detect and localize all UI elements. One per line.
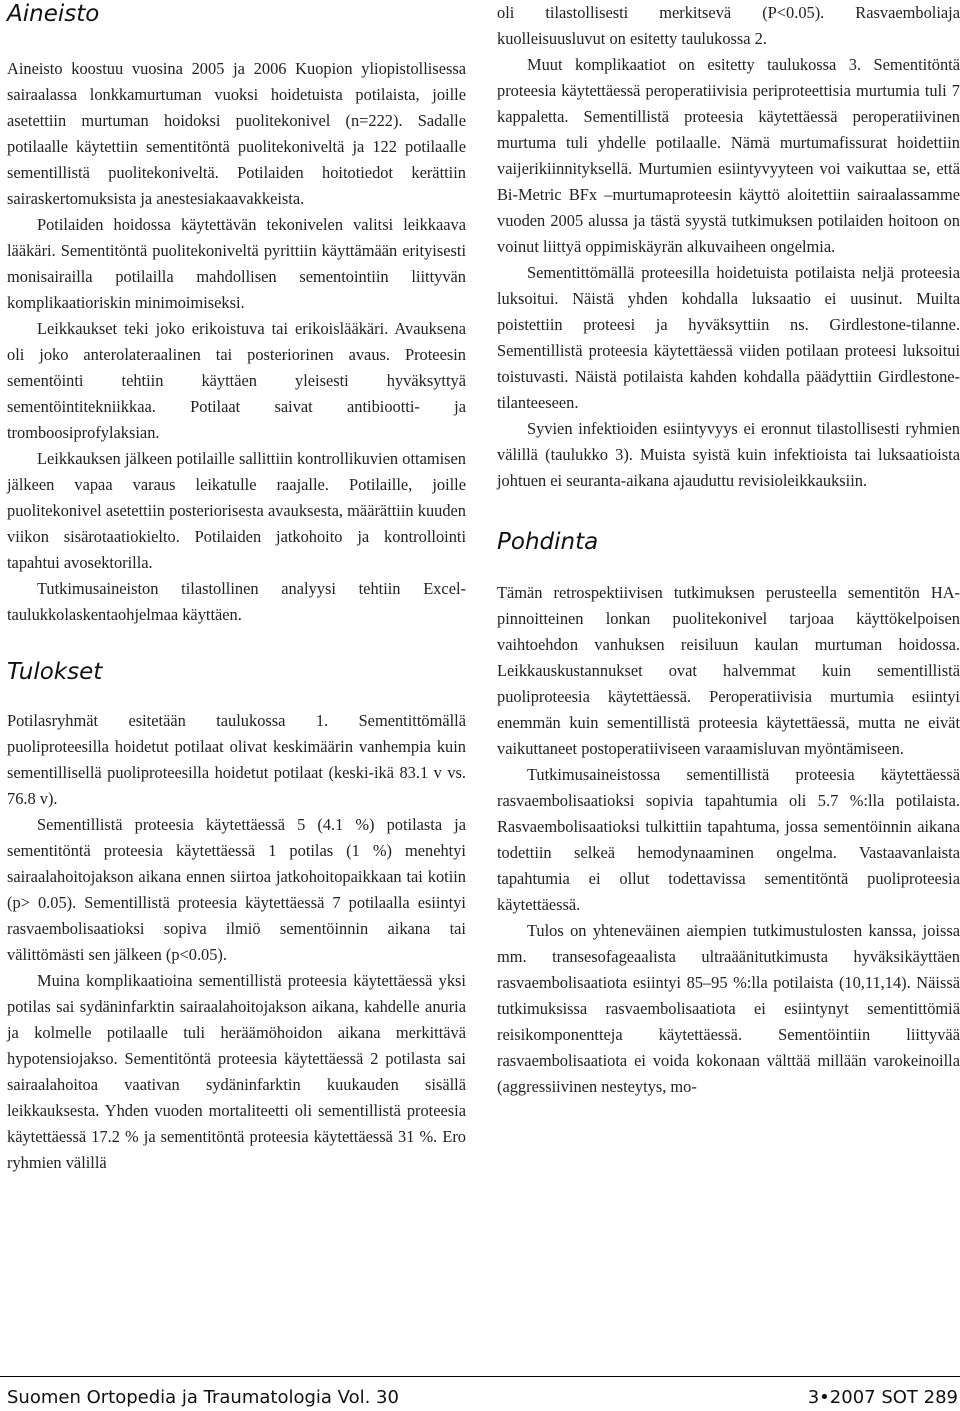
paragraph: Potilasryhmät esitetään taulukossa 1. Sementittömällä puoliproteesilla hoidetut potilaat olivat keskimäärin vanhempia kuin sementillisellä puoliproteesilla hoidetut potilaat (keski-ikä 83.1 v vs. 76.8 v). [7, 711, 466, 808]
page-footer [0, 1376, 960, 1411]
paragraph: Muina komplikaatioina sementillistä proteesia käytettäessä yksi potilas sai sydäninfarktin sairaalahoitojakson aikana, kahdelle anuria ja kolmelle potilaalle tuli heräämöhoidon aikana merkittävä hypotensiojakso. Sementitöntä proteesia käytettäessä 2 potilasta sai sairaalahoitoa vaativan sydäninfarktin kuukauden sisällä leikkauksesta. Yhden vuoden mortaliteetti oli sementillistä proteesia käytettäessä 17.2 % ja sementitöntä proteesia käytettäessä 31 %. Ero ryhmien välillä [7, 971, 466, 1172]
paragraph: Leikkaukset teki joko erikoistuva tai erikoislääkäri. Avauksena oli joko anterolateraalinen tai posteriorinen avaus. Proteesin sementöinti tehtiin käyttäen yleisesti hyväksyttyä sementöintitekniikkaa. Potilaat saivat antibiootti- ja tromboosiprofylaksian. [7, 319, 466, 442]
paragraph: Syvien infektioiden esiintyvyys ei eronnut tilastollisesti ryhmien välillä (taulukko 3). Muista syistä kuin infektioista tai luksaatioista johtuen ei seuranta-aikana ajauduttu revisioleikkauksiin. [497, 419, 960, 490]
paragraph: Tutkimusaineiston tilastollinen analyysi tehtiin Excel-taulukkolaskentaohjelmaa käyttäen. [7, 579, 466, 624]
paragraph: Tulos on yhteneväinen aiempien tutkimustulosten kanssa, joissa mm. transesofageaalista ultraäänitutkimusta hyväksikäyttäen rasvaembolisaatiota esiintyi 85–95 %:lla potilaista (10,11,14). Näissä tutkimuksissa rasvaembolisaatiota ei esiintynyt sementittömiä reisikomponentteja käytettäessä. Sementöintiin liittyvää rasvaembolisaatiota ei voida kokonaan välttää millään varokeinoilla (aggressiivinen nesteytys, mo- [497, 921, 960, 1096]
section-heading-pohdinta: Pohdinta [497, 529, 599, 555]
issue-page-number: 3•2007 SOT 289 [807, 1387, 958, 1408]
section-heading-tulokset: Tulokset [7, 659, 103, 685]
paragraph: Tämän retrospektiivisen tutkimuksen perusteella sementitön HA-pinnoitteinen lonkan puolitekonivel tarjoaa käyttökelpoisen vaihtoehdon vanhuksen reisiluun kaulan murtuman hoidossa. Leikkauskustannukset ovat halvemmat kuin sementillistä puoliproteesia käytettäessä. Peroperatiivisia murtumia esiintyi enemmän kuin sementillistä proteesia käytettäessä, mutta ne eivät vaikuttaneet postoperatiiviseen varaamisluvan myöntämiseen. [497, 583, 960, 758]
right-column [497, 0, 960, 1100]
left-column [7, 0, 466, 1176]
paragraph: Leikkauksen jälkeen potilaille sallittiin kontrollikuvien ottamisen jälkeen vapaa varaus leikatulle raajalle. Potilaille, joille puolitekonivel asetettiin posteriorisesta avauksesta, määrättiin kuuden viikon sisärotaatiokielto. Potilaiden jatkohoito ja kontrollointi tapahtui avosektorilla. [7, 449, 466, 572]
section-heading-aineisto: Aineisto [7, 1, 100, 27]
paragraph: Potilaiden hoidossa käytettävän tekonivelen valitsi leikkaava lääkäri. Sementitöntä puolitekoniveltä pyrittiin käyttämään erityisesti monisairailla potilailla mahdollisen sementointiin liittyvän komplikaatioriskin minimoimiseksi. [7, 215, 466, 312]
paragraph: oli tilastollisesti merkitsevä (P<0.05). Rasvaemboliaja kuolleisuusluvut on esitetty taulukossa 2. [497, 3, 960, 48]
paragraph: Sementillistä proteesia käytettäessä 5 (4.1 %) potilasta ja sementitöntä proteesia käytettäessä 1 potilas (1 %) menehtyi sairaalahoitojakson aikana ennen siirtoa jatkohoitopaikkaan tai kotiin (p> 0.05). Sementillistä proteesia käytettäessä 7 potilaalla esiintyi rasvaembolisaatioksi sopiva ilmiö sementöinnin aikana tai välittömästi sen jälkeen (p<0.05). [7, 815, 466, 964]
paragraph: Aineisto koostuu vuosina 2005 ja 2006 Kuopion yliopistollisessa sairaalassa lonkkamurtuman vuoksi hoidetuista potilaista, joille asetettiin murtuman hoidoksi puolitekonivel (n=222). Sadalle potilaalle käytettiin sementitöntä puolitekoniveltä ja 122 potilaalle sementillistä puolitekoniveltä. Potilaiden hoitotiedot kerättiin sairaskertomuksista ja anestesiakaavakkeista. [7, 59, 466, 208]
paragraph: Tutkimusaineistossa sementillistä proteesia käytettäessä rasvaembolisaatioksi sopivia tapahtumia oli 5.7 %:lla potilaista. Rasvaembolisaatioksi tulkittiin tapahtuma, jossa sementöinnin aikana todettiin selkeä hemodynaaminen ongelma. Vastaavanlaista tapahtumia ei ollut todettavissa sementitöntä puoliproteesia käytettäessä. [497, 765, 960, 914]
journal-name: Suomen Ortopedia ja Traumatologia Vol. 30 [7, 1387, 399, 1408]
paragraph: Muut komplikaatiot on esitetty taulukossa 3. Sementitöntä proteesia käytettäessä peroperatiivisia periproteettisia murtumia tuli 7 kappaletta. Sementillistä proteesia käytettäessä peroperatiivinen murtuma tuli yhdelle potilaalle. Nämä murtumafissurat hoidettiin vaijerikiinnityksellä. Murtumien esiintyvyyteen voi vaikuttaa se, että Bi-Metric BFx –murtumaproteesin käyttö aloitettiin sairaalassamme vuoden 2005 alussa ja tästä syystä tutkimuksen potilaiden hoitoon on voinut liittyä oppimiskäyrän alkuvaiheen ongelmia. [497, 55, 960, 256]
paragraph: Sementittömällä proteesilla hoidetuista potilaista neljä proteesia luksoitui. Näistä yhden kohdalla luksaatio ei uusinut. Muilta poistettiin proteesi ja hyväksyttiin ns. Girdlestone-tilanne. Sementillistä proteesia käytettäessä viiden potilaan proteesi luksoitui toistuvasti. Näistä potilaista kahden kohdalla päädyttiin Girdlestone-tilanteeseen. [497, 263, 960, 412]
